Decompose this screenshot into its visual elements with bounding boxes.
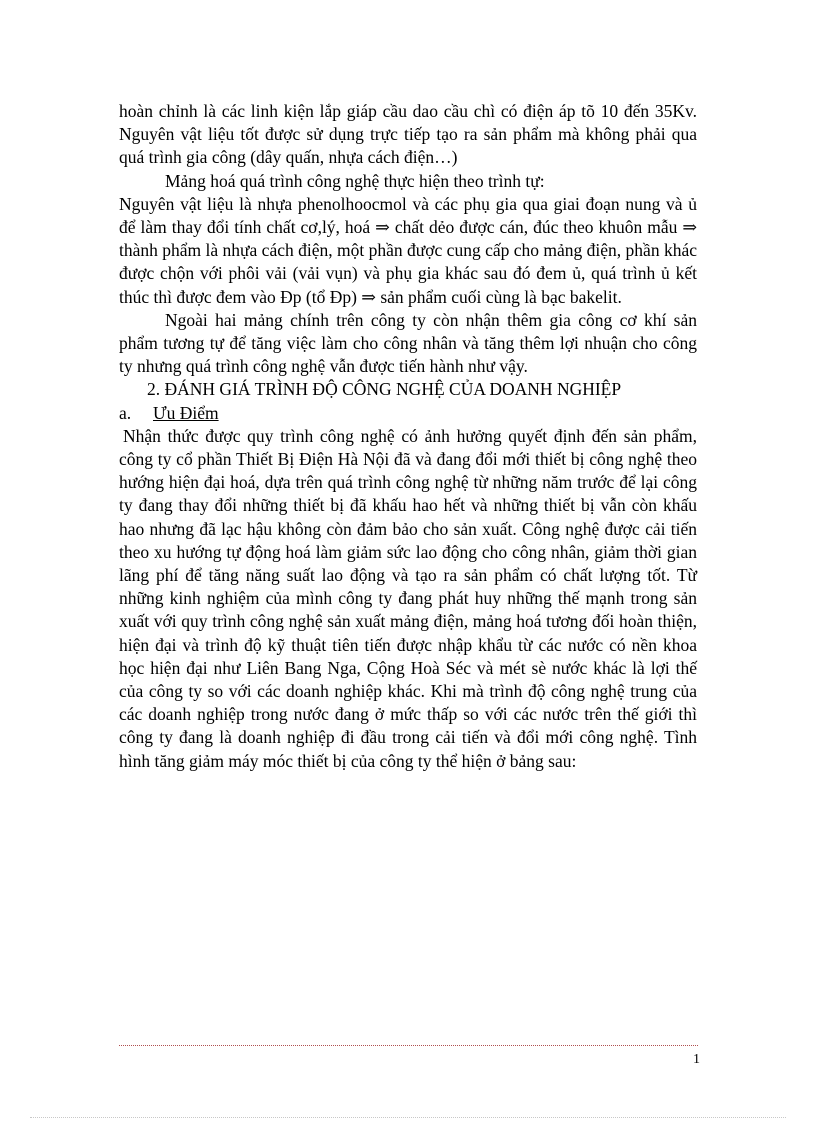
subsection-title: Ưu Điểm — [153, 402, 219, 423]
subsection-marker: a. — [119, 402, 132, 423]
paragraph-chemical-process-intro: Mảng hoá quá trình công nghệ thực hiện theo trình tự: — [165, 170, 545, 191]
page-bottom-divider — [30, 1117, 786, 1118]
section-heading: 2. ĐÁNH GIÁ TRÌNH ĐỘ CÔNG NGHỆ CỦA DOANH NGHIỆP — [147, 379, 622, 400]
paragraph-advantages: Nhận thức được quy trình công nghệ có ảnh hưởng quyết định đến sản phẩm, công ty cổ phần Thiết Bị Điện Hà Nội đã và đang đổi mới thiết bị công nghệ theo hướng hiện đại hoá, dựa trên quá trình công nghệ từ những năm trước để lại công ty đang thay đổi những thiết bị đã khấu hao hết và những thiết bị vẫn còn khấu hao nhưng đã lạc hậu không còn đảm bảo cho sản xuất. Công nghệ được cải tiến theo xu hướng tự động hoá làm giảm sức lao động cho công nhân, giảm thời gian lãng phí để tăng năng suất lao động và tạo ra sản phẩm có chất lượng tốt. Từ những kinh nghiệm của mình công ty đang phát huy những thế mạnh trong sản xuất với quy trình công nghệ sản xuất mảng điện, mảng hoá tương đối hoàn thiện, hiện đại và trình độ kỹ thuật tiên tiến được nhập khẩu từ các nước có nền khoa học hiện đại như Liên Bang Nga, Cộng Hoà Séc và mét sè nước khác là lợi thế của công ty so với các doanh nghiệp khác. Khi mà trình độ công nghệ trung của các doanh nghiệp trong nước đang ở mức thấp so với các nước trên thế giới thì công ty đang là doanh nghiệp đi đầu trong cải tiến và đổi mới công nghệ. Tình hình tăng giảm máy móc thiết bị của công ty thể hiện ở bảng sau: — [119, 425, 697, 771]
paragraph-mechanical-work: Ngoài hai mảng chính trên công ty còn nhận thêm gia công cơ khí sản phẩm tương tự để tăng việc làm cho công nhân và tăng thêm lợi nhuận cho công ty nhưng quá trình công nghệ vẫn được tiến hành như vậy. — [119, 309, 697, 377]
paragraph-materials: hoàn chỉnh là các linh kiện lắp giáp cầu dao cầu chì có điện áp tõ 10 đến 35Kv. Nguyên vật liệu tốt được sử dụng trực tiếp tạo ra sản phẩm mà không phải qua quá trình gia công (dây quấn, nhựa cách điện…) — [119, 101, 697, 168]
page-number: 1 — [693, 1052, 700, 1067]
page-body — [119, 100, 697, 773]
subsection-heading — [119, 402, 697, 425]
paragraph-chemical-process-steps: Nguyên vật liệu là nhựa phenolhoocmol và các phụ gia qua giai đoạn nung và ủ để làm thay đổi tính chất cơ,lý, hoá ⇒ chất dẻo được cán, đúc theo khuôn mẫu ⇒ thành phẩm là nhựa cách điện, một phần được cung cấp cho mảng điện, phần khác được chộn với phôi vải (vải vụn) và phụ gia khác sau đó đem ủ, quá trình ủ kết thúc thì được đem vào Đp (tổ Đp) ⇒ sản phẩm cuối cùng là bạc bakelit. — [119, 193, 697, 307]
footer-divider — [119, 1045, 698, 1046]
